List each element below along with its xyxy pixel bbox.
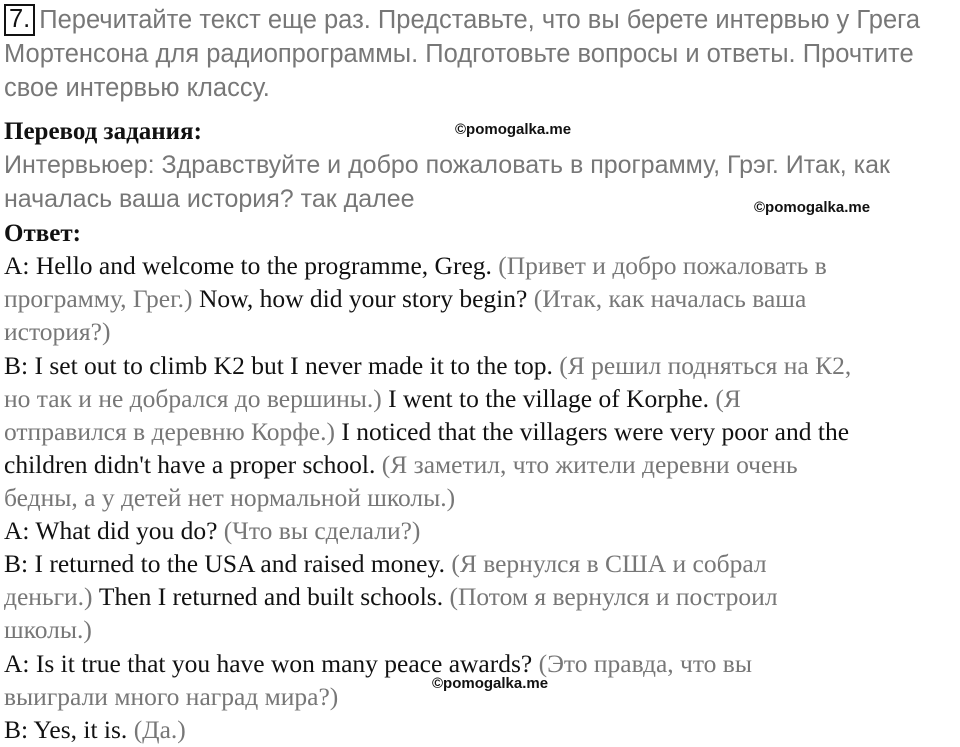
answer-line bbox=[4, 383, 741, 415]
answer-line bbox=[4, 648, 752, 680]
russian-text: бедны, а у детей нет нормальной школы.) bbox=[4, 483, 456, 512]
russian-text: но так и не добрался до вершины.) bbox=[4, 384, 382, 413]
russian-text: (Я заметил, что жители деревни очень bbox=[375, 450, 798, 479]
watermark: ©pomogalka.me bbox=[455, 121, 572, 138]
answer-line bbox=[4, 250, 827, 282]
answer-line bbox=[4, 283, 806, 315]
answer-line bbox=[4, 548, 767, 580]
answer-line bbox=[4, 515, 420, 547]
russian-text: (Я вернулся в США и собрал bbox=[444, 549, 767, 578]
english-text: B: Yes, it is. bbox=[4, 715, 128, 744]
watermark: ©pomogalka.me bbox=[432, 675, 549, 692]
answer-line bbox=[4, 316, 110, 348]
russian-text: деньги.) bbox=[4, 582, 93, 611]
russian-text: (Итак, как началась ваша bbox=[527, 284, 807, 313]
english-text: A: Hello and welcome to the programme, Greg. bbox=[4, 251, 492, 280]
answer-heading: Ответ: bbox=[4, 220, 81, 247]
watermark: ©pomogalka.me bbox=[754, 199, 871, 216]
english-text: Now, how did your story begin? bbox=[192, 284, 528, 313]
task-text: Перечитайте текст еще раз. Представьте, что вы берете интервью у Грега bbox=[39, 6, 921, 34]
answer-line bbox=[4, 681, 338, 713]
russian-text: программу, Грег.) bbox=[4, 284, 193, 313]
translation-line-1: Интервьюер: Здравствуйте и добро пожаловать в программу, Грэг. Итак, как bbox=[4, 151, 890, 179]
english-text: Then I returned and built schools. bbox=[92, 582, 444, 611]
english-text: children didn't have a proper school. bbox=[4, 450, 376, 479]
russian-text: (Да.) bbox=[127, 715, 186, 744]
english-text: B: I set out to climb K2 but I never made it to the top. bbox=[4, 351, 553, 380]
russian-text: (Это правда, что вы bbox=[532, 649, 752, 678]
translation-heading: Перевод задания: bbox=[4, 118, 202, 145]
english-text: I went to the village of Korphe. bbox=[381, 384, 709, 413]
russian-text: (Потом я вернулся и построил bbox=[443, 582, 778, 611]
task-line-1 bbox=[4, 4, 954, 36]
answer-line bbox=[4, 416, 849, 448]
answer-line bbox=[4, 350, 851, 382]
task-line-2: Мортенсона для радиопрограммы. Подготовьте вопросы и ответы. Прочтите bbox=[4, 40, 914, 68]
translation-line-2: началась ваша история? так далее bbox=[4, 185, 415, 213]
russian-text: отправился в деревню Корфе.) bbox=[4, 417, 335, 446]
answer-line bbox=[4, 581, 778, 613]
task-line-3: свое интервью классу. bbox=[4, 74, 270, 102]
russian-text: (Привет и добро пожаловать в bbox=[491, 251, 827, 280]
answer-line bbox=[4, 449, 798, 481]
russian-text: (Я bbox=[708, 384, 741, 413]
russian-text: школы.) bbox=[4, 615, 92, 644]
russian-text: выиграли много наград мира?) bbox=[4, 682, 339, 711]
english-text: A: What did you do? bbox=[4, 516, 218, 545]
english-text: I noticed that the villagers were very poor and the bbox=[334, 417, 850, 446]
russian-text: (Я решил подняться на К2, bbox=[552, 351, 852, 380]
english-text: A: Is it true that you have won many peace awards? bbox=[4, 649, 533, 678]
russian-text: история?) bbox=[4, 317, 111, 346]
answer-line bbox=[4, 714, 186, 746]
task-number: 7. bbox=[4, 4, 35, 36]
english-text: B: I returned to the USA and raised money. bbox=[4, 549, 445, 578]
russian-text: (Что вы сделали?) bbox=[217, 516, 421, 545]
answer-line bbox=[4, 614, 92, 646]
answer-line bbox=[4, 482, 455, 514]
